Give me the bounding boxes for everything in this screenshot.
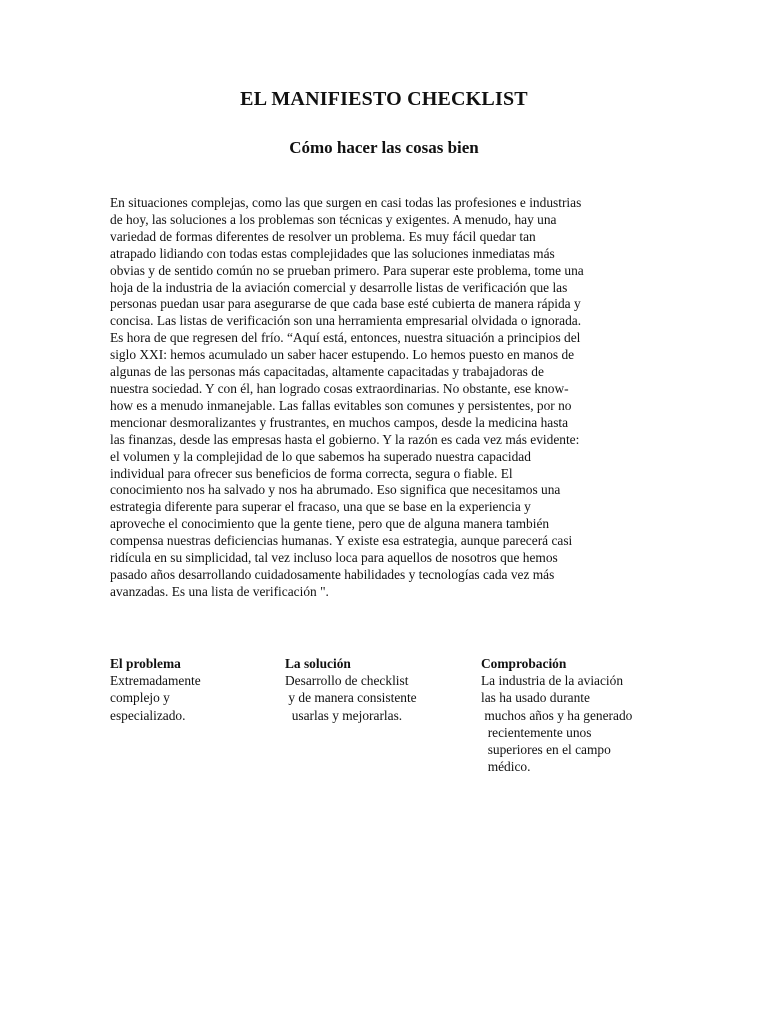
column-solution bbox=[285, 655, 475, 724]
column-heading: El problema bbox=[110, 656, 181, 671]
paragraph-line: aproveche el conocimiento que la gente tiene, pero que de alguna manera también bbox=[110, 516, 550, 532]
column-line: muchos años y ha generado bbox=[481, 707, 633, 723]
paragraph-line: siglo XXI: hemos acumulado un saber hacer estupendo. Lo hemos puesto en manos de bbox=[110, 347, 575, 363]
body-paragraph bbox=[110, 195, 658, 601]
column-line: recientemente unos bbox=[481, 724, 592, 740]
paragraph-line: variedad de formas diferentes de resolver un problema. Es muy fácil quedar tan bbox=[110, 228, 536, 244]
column-heading: La solución bbox=[285, 656, 351, 671]
column-line: y de manera consistente bbox=[285, 690, 417, 706]
column-heading: Comprobación bbox=[481, 656, 567, 671]
paragraph-line: las finanzas, desde las empresas hasta el gobierno. Y la razón es cada vez más evidente: bbox=[110, 431, 580, 447]
paragraph-line: obvias y de sentido común no se prueban primero. Para superar este problema, tome una bbox=[110, 262, 584, 278]
paragraph-line: conocimiento nos ha salvado y nos ha abrumado. Eso significa que necesitamos una bbox=[110, 482, 561, 498]
paragraph-line: hoja de la industria de la aviación comercial y desarrolle listas de verificación que las bbox=[110, 279, 568, 295]
paragraph-line: algunas de las personas más capacitadas, altamente capacitadas y trabajadoras de bbox=[110, 364, 544, 380]
paragraph-line: ridícula en su simplicidad, tal vez incluso loca para aquellos de nosotros que hemos bbox=[110, 550, 558, 566]
paragraph-line: estrategia diferente para superar el fracaso, una que se base en la experiencia y bbox=[110, 499, 531, 515]
column-line: Extremadamente bbox=[110, 673, 201, 688]
paragraph-line: avanzadas. Es una lista de verificación ". bbox=[110, 583, 329, 599]
paragraph-line: nuestra sociedad. Y con él, han logrado cosas extraordinarias. No obstante, ese know- bbox=[110, 380, 569, 396]
paragraph-line: atrapado lidiando con todas estas complejidades que las soluciones inmediatas más bbox=[110, 245, 555, 261]
column-line: Desarrollo de checklist bbox=[285, 673, 409, 688]
document-subtitle: Cómo hacer las cosas bien bbox=[289, 138, 479, 157]
paragraph-line: Es hora de que regresen del frío. “Aquí está, entonces, nuestra situación a principios del bbox=[110, 330, 581, 346]
paragraph-line: de hoy, las soluciones a los problemas son técnicas y exigentes. A menudo, hay una bbox=[110, 211, 557, 227]
column-line: especializado. bbox=[110, 707, 186, 723]
column-problem bbox=[110, 655, 280, 724]
paragraph-line: how es a menudo inmanejable. Las fallas evitables son comunes y persistentes, por no bbox=[110, 397, 572, 413]
column-line: complejo y bbox=[110, 690, 170, 706]
column-line: La industria de la aviación bbox=[481, 673, 624, 688]
column-line: usarlas y mejorarlas. bbox=[285, 707, 403, 723]
paragraph-line: compensa nuestras deficiencias humanas. Y existe esa estrategia, aunque parecerá casi bbox=[110, 533, 573, 549]
paragraph-line: concisa. Las listas de verificación son una herramienta empresarial olvidada o ignorada. bbox=[110, 313, 582, 329]
paragraph-line: individual para ofrecer sus beneficios de forma correcta, segura o fiable. El bbox=[110, 465, 513, 481]
paragraph-line: pasado años desarrollando cuidadosamente habilidades y tecnologías cada vez más bbox=[110, 566, 555, 582]
paragraph-line: En situaciones complejas, como las que surgen en casi todas las profesiones e industrias bbox=[110, 195, 582, 210]
column-line: superiores en el campo bbox=[481, 742, 611, 758]
column-line: médico. bbox=[481, 759, 531, 775]
paragraph-line: personas puedan usar para asegurarse de que cada base esté cubierta de manera rápida y bbox=[110, 296, 581, 312]
document-title: EL MANIFIESTO CHECKLIST bbox=[240, 88, 528, 110]
paragraph-line: el volumen y la complejidad de lo que sabemos ha superado nuestra capacidad bbox=[110, 448, 531, 464]
paragraph-line: mencionar desmoralizantes y frustrantes, en muchos campos, desde la medicina hasta bbox=[110, 414, 569, 430]
column-verification bbox=[481, 655, 661, 776]
column-line: las ha usado durante bbox=[481, 690, 590, 706]
